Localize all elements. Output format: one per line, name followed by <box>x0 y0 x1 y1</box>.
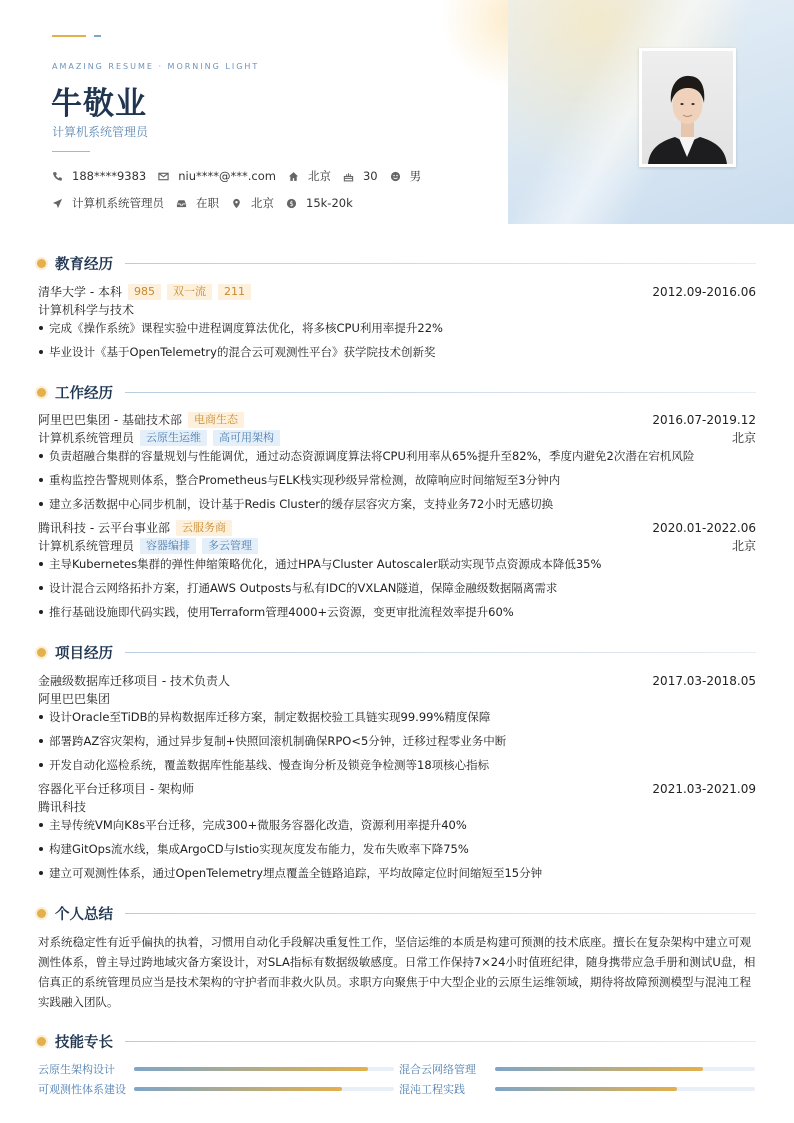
project-entry-header <box>38 672 756 689</box>
skill-item <box>399 1062 755 1076</box>
title-underline <box>52 151 90 152</box>
company-tag: 电商生态 <box>188 412 244 428</box>
role-tag: 容器编排 <box>140 538 196 554</box>
project-org: 腾讯科技 <box>38 800 87 814</box>
section-rule <box>125 1041 756 1042</box>
work-role-line <box>38 537 756 554</box>
location-text: 北京 <box>251 196 274 210</box>
project-name: 金融级数据库迁移项目 - 技术负责人 <box>38 674 230 688</box>
section-dot <box>37 1037 46 1046</box>
education-entry-header <box>38 283 756 300</box>
bullet-text: 设计Oracle至TiDB的异构数据库迁移方案，制定数据校验工具链实现99.99%精度保障 <box>49 710 491 724</box>
section-dot <box>37 648 46 657</box>
company-name: 腾讯科技 - 云平台事业部 <box>38 521 170 535</box>
work-entry-header <box>38 519 756 536</box>
skills-title: 技能专长 <box>55 1034 113 1051</box>
projects-title: 项目经历 <box>55 645 113 662</box>
project-bullet <box>38 709 756 725</box>
profile-photo <box>642 51 733 164</box>
project-bullet <box>38 733 756 749</box>
email-text: niu****@***.com <box>178 169 276 183</box>
bullet-text: 建立可观测性体系，通过OpenTelemetry埋点覆盖全链路追踪，平均故障定位时间缩短至15分钟 <box>49 866 543 880</box>
section-dot <box>37 259 46 268</box>
phone-text: 188****9383 <box>72 169 147 183</box>
work-bullet <box>38 604 756 620</box>
school-tag: 211 <box>218 284 251 300</box>
phone-item <box>52 169 146 183</box>
bullet-text: 开发自动化巡检系统，覆盖数据库性能基线、慢查询分析及锁竞争检测等18项核心指标 <box>49 758 490 772</box>
bullet-text: 建立多活数据中心同步机制，设计基于Redis Cluster的缓存层容灾方案，支持业务72小时无感切换 <box>49 497 554 511</box>
accent-line <box>52 35 86 37</box>
skill-item <box>399 1082 755 1096</box>
work-period: 2020.01-2022.06 <box>652 520 756 535</box>
gender-text: 男 <box>409 169 422 183</box>
city-text: 北京 <box>307 169 331 183</box>
project-entry-header <box>38 780 756 797</box>
education-title: 教育经历 <box>55 256 113 273</box>
bullet-text: 主导Kubernetes集群的弹性伸缩策略优化，通过HPA与Cluster Autoscaler联动实现节点资源成本降低35% <box>49 557 602 571</box>
bullet-text: 负责超融合集群的容量规划与性能调优，通过动态资源调度算法将CPU利用率从65%提升至82%，季度内避免2次潜在宕机风险 <box>49 449 695 463</box>
skill-bar-track <box>495 1087 755 1091</box>
skill-name: 混沌工程实践 <box>399 1083 465 1096</box>
role-tag: 高可用架构 <box>213 430 280 446</box>
bullet-text: 毕业设计《基于OpenTelemetry的混合云可观测性平台》获学院技术创新奖 <box>49 345 436 359</box>
status-item <box>176 195 219 211</box>
job-title-text: 计算机系统管理员 <box>72 196 164 210</box>
location-icon <box>231 198 242 209</box>
job-info-row <box>52 195 365 211</box>
role-tag: 多云管理 <box>202 538 258 554</box>
age-item <box>343 169 378 183</box>
skill-name: 混合云网络管理 <box>399 1063 476 1076</box>
skill-bar-fill <box>495 1067 703 1071</box>
user-icon <box>390 171 401 182</box>
education-major: 计算机科学与技术 <box>38 303 135 317</box>
project-period: 2017.03-2018.05 <box>652 673 756 688</box>
bullet-text: 重构监控告警规则体系，整合Prometheus与ELK栈实现秒级异常检测，故障响应时间缩短至3分钟内 <box>49 473 561 487</box>
age-text: 30 <box>362 169 378 183</box>
location-item <box>231 195 274 211</box>
section-dot <box>37 388 46 397</box>
education-section-header <box>37 253 756 273</box>
work-bullet <box>38 580 756 596</box>
skill-bar-fill <box>134 1067 368 1071</box>
role-tag: 云原生运维 <box>140 430 207 446</box>
work-city: 北京 <box>731 539 756 553</box>
skill-bar-fill <box>495 1087 677 1091</box>
project-bullet <box>38 841 756 857</box>
summary-text: 对系统稳定性有近乎偏执的执着，习惯用自动化手段解决重复性工作，坚信运维的本质是构建可预测的技术底座。擅长在复杂架构中建立可观测性体系，曾主导过跨地域灾备方案设计，对SLA指标有数据级敏感度。日常工作保持7×24小时值班纪律，随身携带应急手册和测试U盘，相信真正的系统管理员应当是技术架构的守护者而非救火队员。求职方向聚焦于中大型企业的云原生运维领域，期待将故障预测模型与混沌工程实践融入团队。 <box>38 935 756 1009</box>
work-period: 2016.07-2019.12 <box>652 412 756 427</box>
contact-info-row <box>52 168 433 184</box>
skill-bar-track <box>134 1067 394 1071</box>
status-text: 在职 <box>196 196 219 210</box>
bullet-text: 主导传统VM向K8s平台迁移，完成300+微服务容器化改造，资源利用率提升40% <box>49 818 467 832</box>
project-period: 2021.03-2021.09 <box>652 781 756 796</box>
salary-item <box>286 196 353 210</box>
role-name: 计算机系统管理员 <box>38 539 135 553</box>
project-bullet <box>38 757 756 773</box>
work-section-header <box>37 382 756 402</box>
education-period: 2012.09-2016.06 <box>652 284 756 299</box>
accent-line-short <box>94 35 101 37</box>
skill-name: 可观测性体系建设 <box>38 1083 126 1096</box>
work-entry-header <box>38 411 756 428</box>
phone-icon <box>52 171 63 182</box>
section-rule <box>125 652 756 653</box>
education-bullet <box>38 320 756 336</box>
company-name: 阿里巴巴集团 - 基础技术部 <box>38 413 182 427</box>
dollar-icon <box>286 198 297 209</box>
bullet-text: 推行基础设施即代码实践，使用Terraform管理4000+云资源，变更审批流程效率提升60% <box>49 605 514 619</box>
school-name: 清华大学 - 本科 <box>38 285 122 299</box>
gender-item <box>390 168 422 184</box>
school-tag: 双一流 <box>167 284 212 300</box>
cake-icon <box>343 171 354 182</box>
section-dot <box>37 909 46 918</box>
education-bullet <box>38 344 756 360</box>
section-rule <box>125 913 756 914</box>
school-tag: 985 <box>128 284 161 300</box>
salary-text: 15k-20k <box>306 196 353 210</box>
project-bullet <box>38 817 756 833</box>
work-city: 北京 <box>731 431 756 445</box>
skill-item <box>38 1082 394 1096</box>
svg-text:$: $ <box>289 199 294 208</box>
projects-section-header <box>37 642 756 662</box>
resume-tagline: AMAZING RESUME · MORNING LIGHT <box>52 62 260 71</box>
inbox-icon <box>176 198 187 209</box>
work-bullet <box>38 496 756 512</box>
skills-section-header <box>37 1031 756 1051</box>
bullet-text: 完成《操作系统》课程实验中进程调度算法优化，将多核CPU利用率提升22% <box>49 321 443 335</box>
section-rule <box>125 263 756 264</box>
job-title-item <box>52 195 164 211</box>
mail-icon <box>158 171 169 182</box>
project-name: 容器化平台迁移项目 - 架构师 <box>38 782 194 796</box>
skill-bar-track <box>495 1067 755 1071</box>
skill-bar-track <box>134 1087 394 1091</box>
summary-section-header <box>37 903 756 923</box>
send-icon <box>52 198 63 209</box>
summary-title: 个人总结 <box>55 906 113 923</box>
work-bullet <box>38 556 756 572</box>
work-bullet <box>38 448 756 464</box>
work-role-line <box>38 429 756 446</box>
skill-item <box>38 1062 394 1076</box>
project-bullet <box>38 865 756 881</box>
email-item <box>158 169 276 183</box>
work-bullet <box>38 472 756 488</box>
candidate-name: 牛敬业 <box>51 86 147 122</box>
profile-photo-frame <box>639 48 736 167</box>
role-name: 计算机系统管理员 <box>38 431 135 445</box>
project-org: 阿里巴巴集团 <box>38 692 111 706</box>
home-icon <box>288 171 299 182</box>
city-item <box>288 168 331 184</box>
bullet-text: 部署跨AZ容灾架构，通过异步复制+快照回滚机制确保RPO<5分钟，迁移过程零业务中断 <box>49 734 507 748</box>
candidate-title: 计算机系统管理员 <box>52 125 149 139</box>
work-title: 工作经历 <box>55 385 113 402</box>
skill-name: 云原生架构设计 <box>38 1063 115 1076</box>
section-rule <box>125 392 756 393</box>
bullet-text: 构建GitOps流水线，集成ArgoCD与Istio实现灰度发布能力，发布失败率下降75% <box>49 842 469 856</box>
skill-bar-fill <box>134 1087 342 1091</box>
bullet-text: 设计混合云网络拓扑方案，打通AWS Outposts与私有IDC的VXLAN隧道，保障金融级数据隔离需求 <box>49 581 558 595</box>
company-tag: 云服务商 <box>176 520 232 536</box>
